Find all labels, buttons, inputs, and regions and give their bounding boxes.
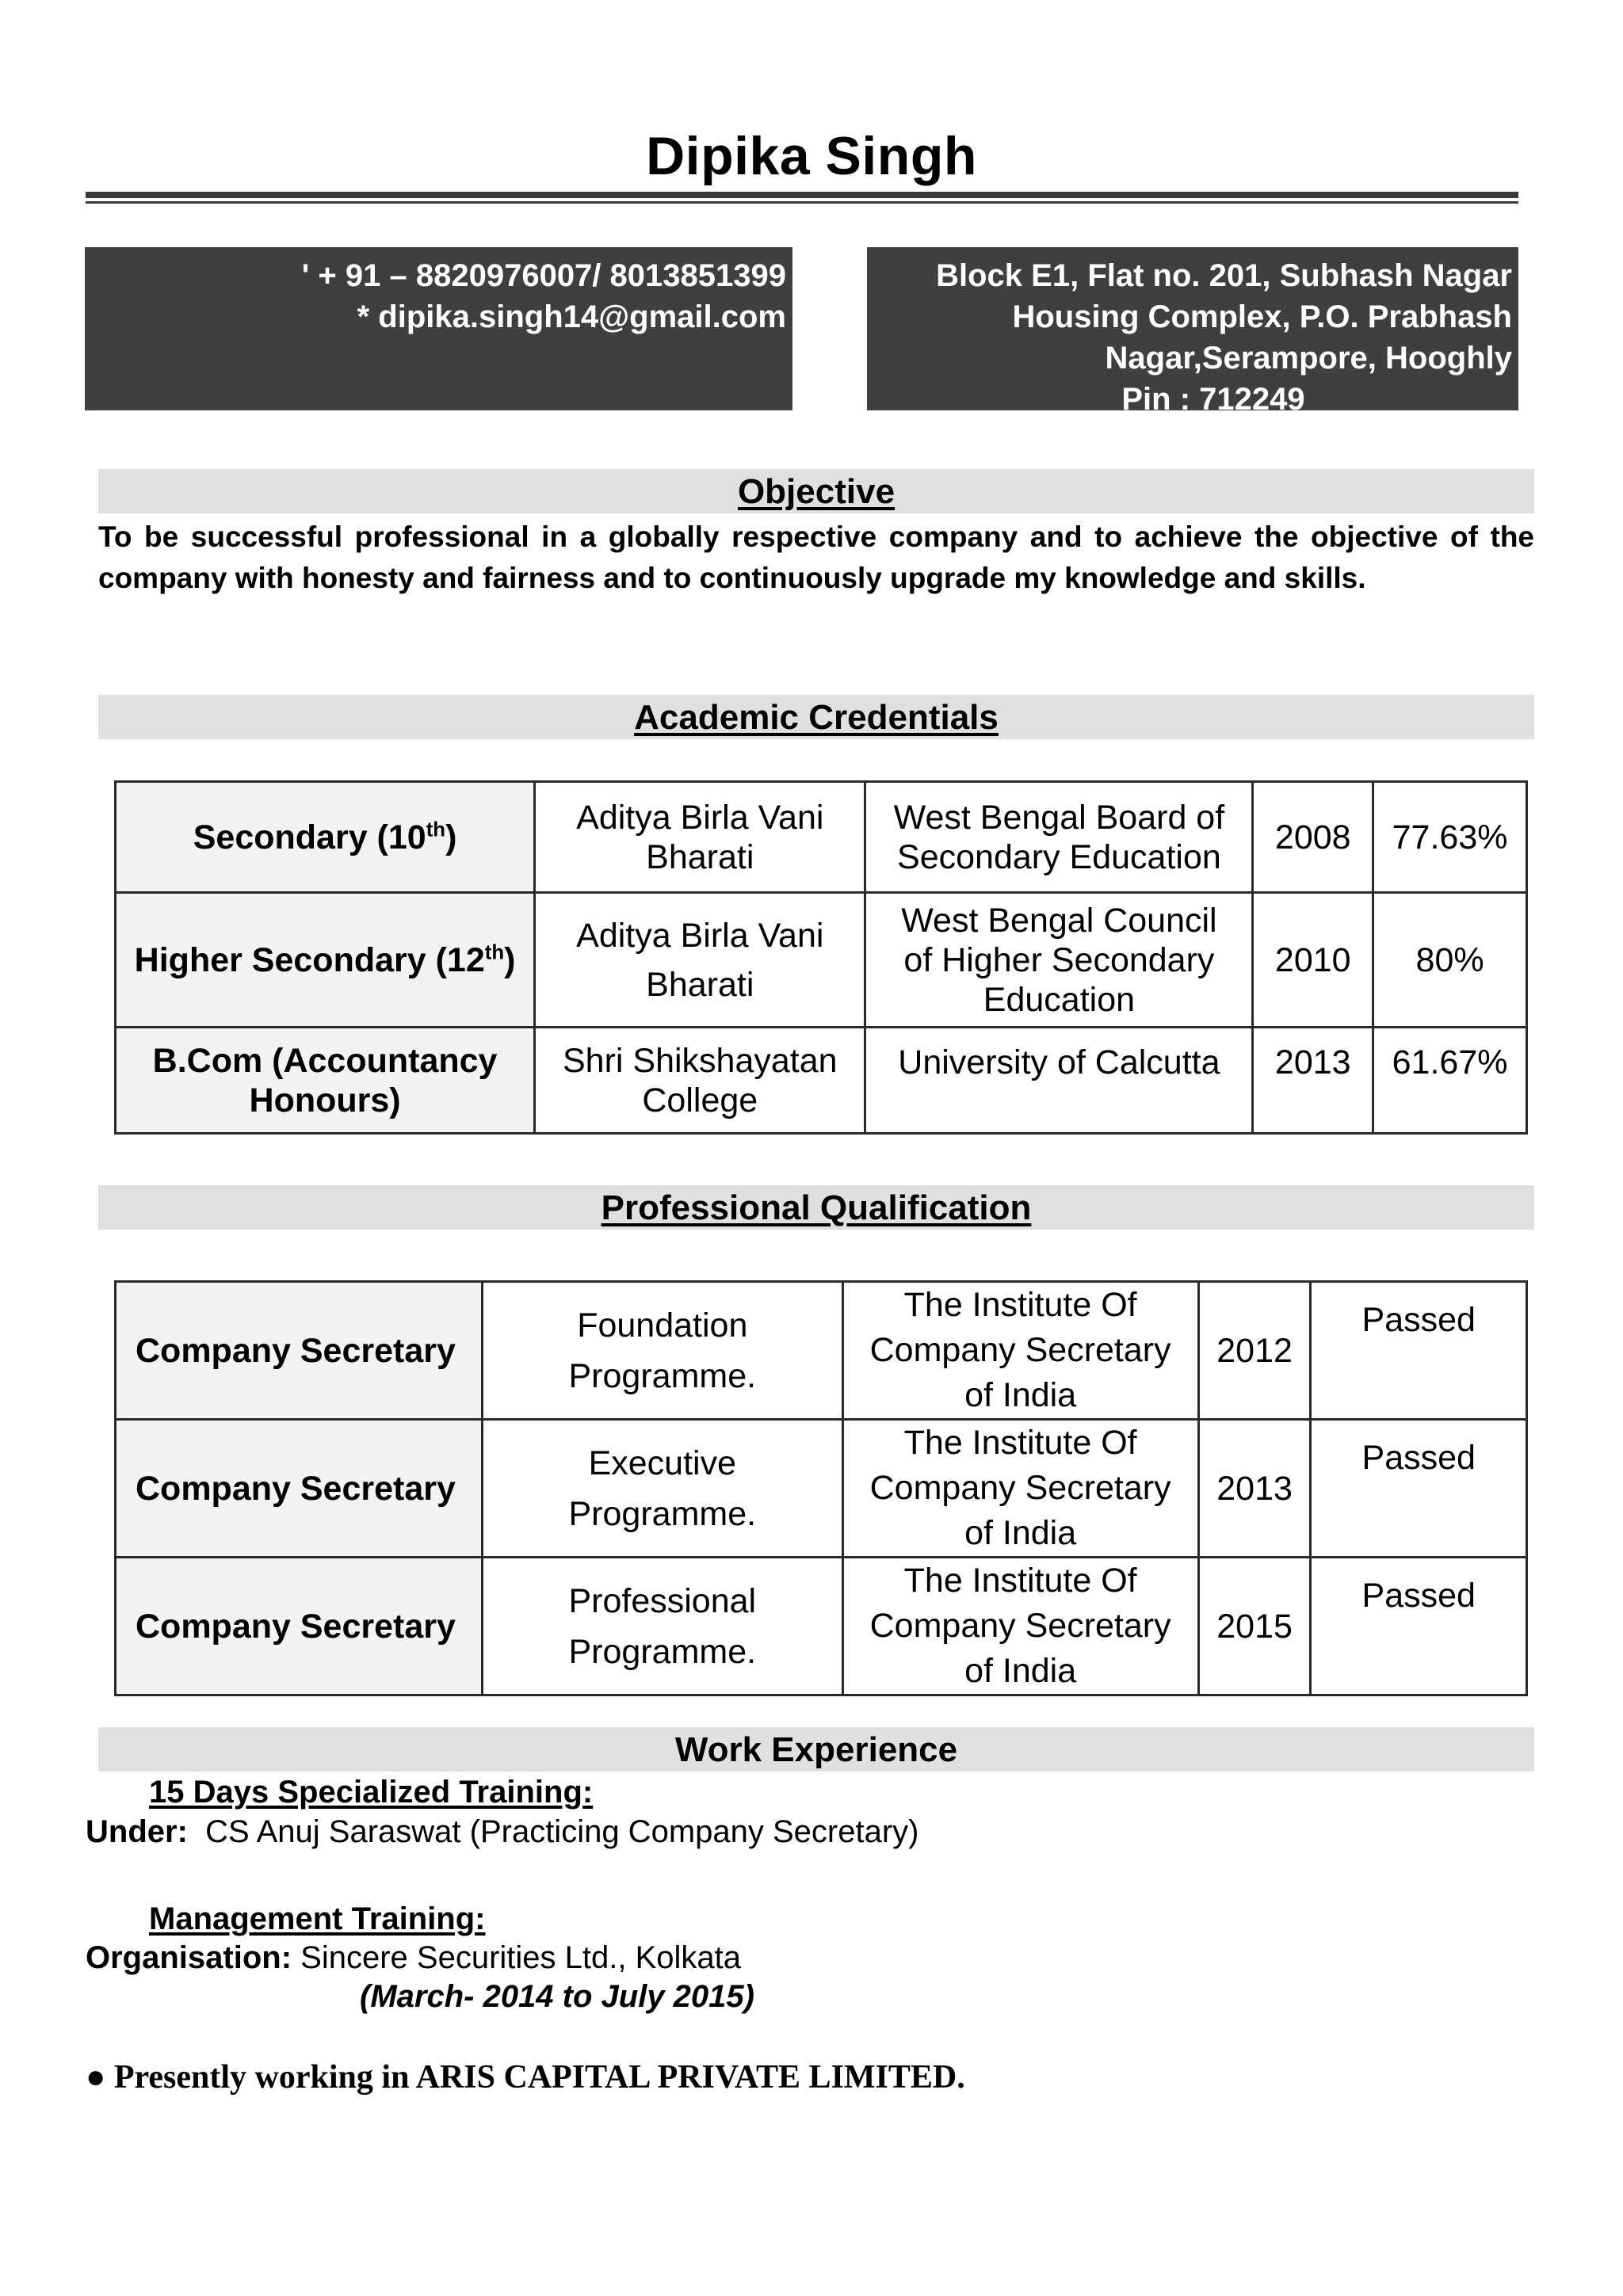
professional-year: 2012 (1198, 1282, 1311, 1420)
table-row (116, 1558, 1527, 1695)
professional-title: Professional Qualification (601, 1188, 1032, 1227)
present-employment: ● Presently working in ARIS CAPITAL PRIVATE LIMITED. (86, 2059, 965, 2096)
professional-stage: Professional Programme. (483, 1558, 843, 1695)
header-rule-thick (86, 192, 1518, 198)
academic-score: 61.67% (1373, 1028, 1527, 1134)
work-title: Work Experience (674, 1730, 958, 1769)
academic-level: B.Com (Accountancy Honours) (116, 1028, 535, 1134)
academic-score: 77.63% (1373, 782, 1527, 893)
training-1-heading: 15 Days Specialized Training: (149, 1775, 594, 1810)
academic-year: 2013 (1253, 1028, 1373, 1134)
table-row (116, 782, 1527, 893)
training-1-value: CS Anuj Saraswat (Practicing Company Secretary) (205, 1814, 919, 1849)
academic-heading (98, 695, 1534, 739)
professional-stage: Foundation Programme. (483, 1282, 843, 1420)
professional-course: Company Secretary (116, 1282, 483, 1420)
objective-heading (98, 469, 1534, 513)
professional-course: Company Secretary (116, 1558, 483, 1695)
professional-year: 2015 (1198, 1558, 1311, 1695)
address-line-2: Housing Complex, P.O. Prabhash (1012, 299, 1512, 334)
candidate-name: Dipika Singh (646, 126, 977, 186)
work-heading (98, 1727, 1534, 1772)
table-row (116, 1282, 1527, 1420)
academic-title: Academic Credentials (634, 698, 999, 737)
professional-institute: The Institute Of Company Secretary of India (842, 1420, 1198, 1558)
professional-year: 2013 (1198, 1420, 1311, 1558)
training-2-value: Sincere Securities Ltd., Kolkata (300, 1940, 741, 1975)
professional-course: Company Secretary (116, 1420, 483, 1558)
training-1-label: Under: (86, 1814, 188, 1849)
training-2-detail (86, 1940, 741, 1976)
professional-institute: The Institute Of Company Secretary of India (842, 1558, 1198, 1695)
phone-text: ' + 91 – 8820976007/ 8013851399 (301, 258, 786, 293)
address-line-3: Nagar,Serampore, Hooghly (1105, 341, 1512, 376)
training-2-label: Organisation: (86, 1940, 292, 1975)
address-pin: Pin : 712249 (1121, 382, 1305, 417)
contact-box (85, 247, 792, 410)
professional-status: Passed (1311, 1420, 1527, 1558)
address-line-1: Block E1, Flat no. 201, Subhash Nagar (936, 258, 1512, 293)
objective-text: To be successful professional in a globally respective company and to achieve the objective of the company with honesty and fairness and to continuously upgrade my knowledge and skills. (98, 521, 1534, 594)
professional-heading (98, 1185, 1534, 1230)
table-row (116, 1028, 1527, 1134)
academic-board: West Bengal Council of Higher Secondary Education (865, 893, 1253, 1028)
academic-table (114, 780, 1528, 1135)
professional-stage: Executive Programme. (483, 1420, 843, 1558)
professional-status: Passed (1311, 1558, 1527, 1695)
header-rule-thin (86, 201, 1518, 204)
professional-institute: The Institute Of Company Secretary of India (842, 1282, 1198, 1420)
table-row (116, 1420, 1527, 1558)
address-box (867, 247, 1518, 417)
objective-title: Objective (737, 472, 896, 511)
academic-school: Aditya Birla Vani Bharati (535, 893, 865, 1028)
academic-school: Shri Shikshayatan College (535, 1028, 865, 1134)
professional-table (114, 1280, 1528, 1696)
email-text: * dipika.singh14@gmail.com (357, 299, 786, 334)
academic-board: University of Calcutta (865, 1028, 1253, 1134)
training-1-detail (86, 1814, 918, 1850)
academic-board: West Bengal Board of Secondary Education (865, 782, 1253, 893)
academic-score: 80% (1373, 893, 1527, 1028)
academic-year: 2010 (1253, 893, 1373, 1028)
academic-school: Aditya Birla Vani Bharati (535, 782, 865, 893)
professional-status: Passed (1311, 1282, 1527, 1420)
training-2-heading: Management Training: (149, 1901, 486, 1936)
academic-year: 2008 (1253, 782, 1373, 893)
table-row (116, 893, 1527, 1028)
academic-level: Secondary (10th) (116, 782, 535, 893)
training-2-period: (March- 2014 to July 2015) (360, 1979, 754, 2014)
academic-level: Higher Secondary (12th) (116, 893, 535, 1028)
